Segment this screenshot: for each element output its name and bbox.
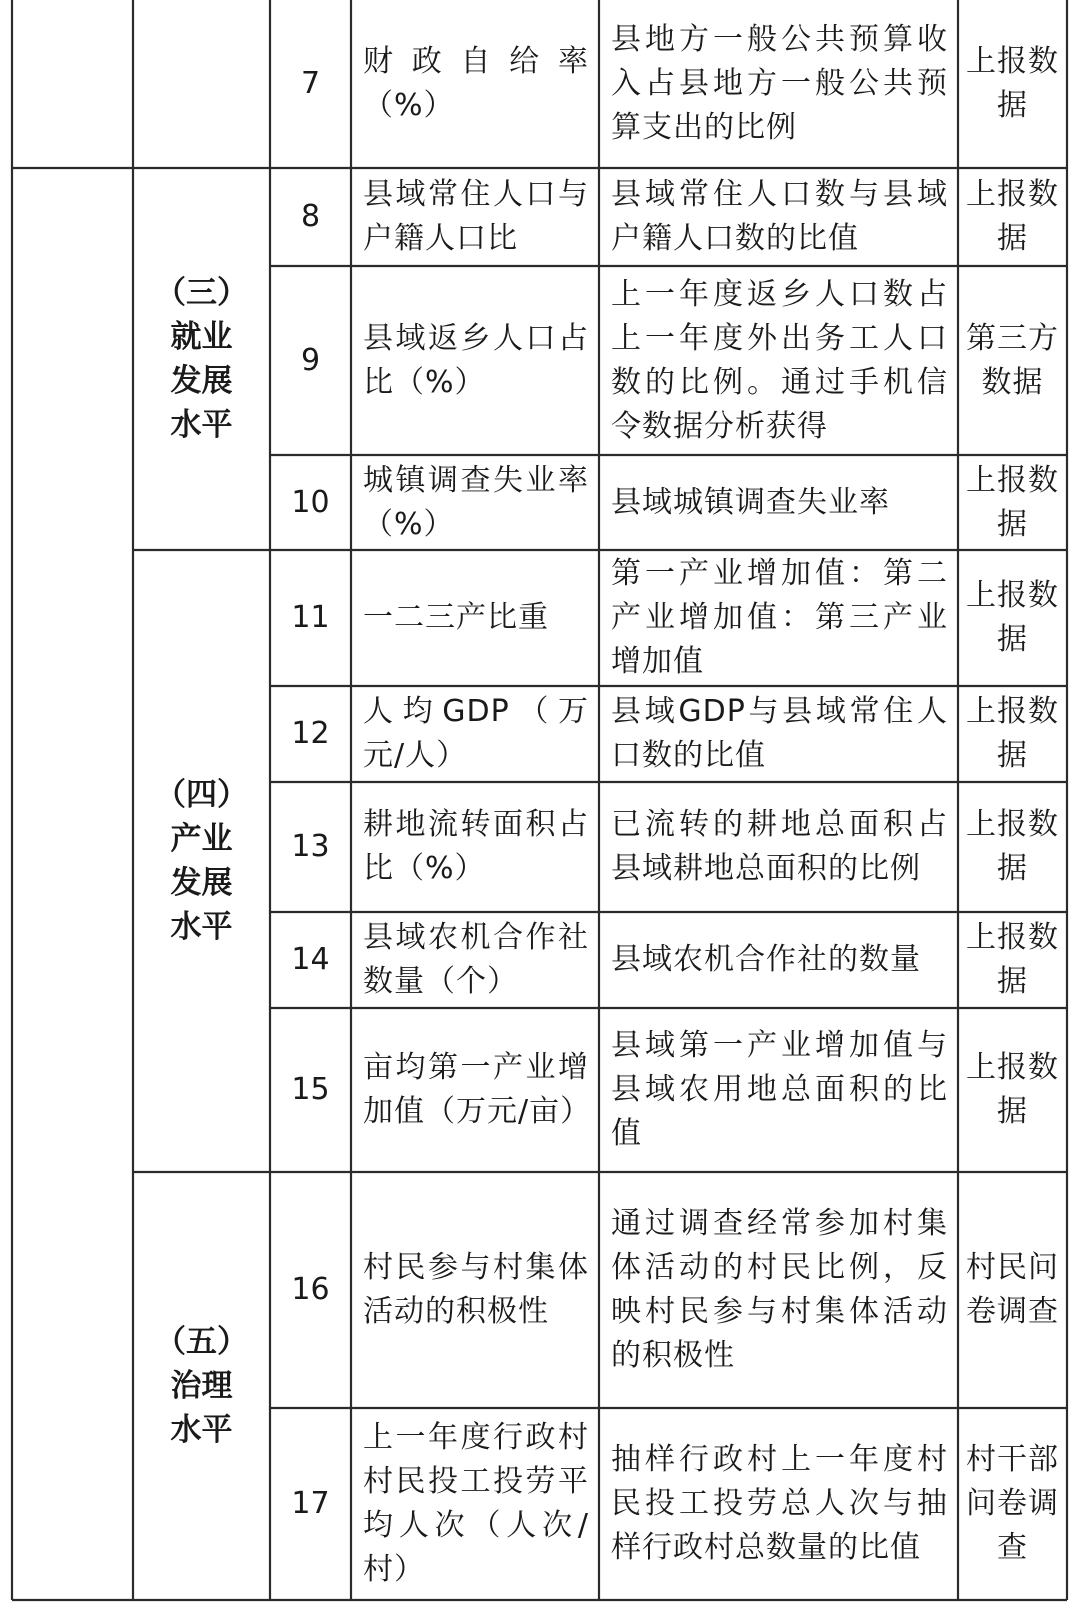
- description-cell: [599, 1408, 958, 1600]
- source-text: 第三方数据: [966, 320, 1059, 400]
- source-cell: [958, 266, 1067, 455]
- category-employment: [133, 168, 270, 550]
- indicator-cell: [351, 1008, 599, 1172]
- source-cell: [958, 686, 1067, 782]
- source-cell: [958, 1172, 1067, 1408]
- source-cell: [958, 168, 1067, 266]
- indicator-text: 村民参与村集体活动的积极性: [363, 1250, 589, 1329]
- description-cell: [599, 168, 958, 266]
- row-number: 15: [291, 1072, 330, 1107]
- indicator-cell: [351, 455, 599, 550]
- row-number: 16: [291, 1272, 330, 1307]
- description-text: 县域GDP与县域常住人口数的比值: [611, 694, 948, 773]
- category-governance: [133, 1172, 270, 1600]
- source-text: 村干部问卷调查: [966, 1442, 1059, 1565]
- row-number: 8: [300, 199, 321, 234]
- source-cell: [958, 455, 1067, 550]
- source-cell: [958, 912, 1067, 1008]
- indicator-cell: [351, 550, 599, 686]
- source-text: 上报数据: [966, 694, 1059, 773]
- description-cell: [599, 912, 958, 1008]
- source-text: 上报数据: [966, 578, 1059, 657]
- description-cell: [599, 1172, 958, 1408]
- indicator-text: 上一年度行政村村民投工投劳平均人次（人次/村）: [363, 1420, 589, 1587]
- indicator-text: 亩均第一产业增加值（万元/亩）: [363, 1050, 592, 1129]
- category-governance-label: （五） 治理 水平: [155, 1324, 248, 1448]
- category-industry-label: （四） 产业 发展 水平: [155, 777, 248, 945]
- source-text: 上报数据: [966, 1050, 1059, 1129]
- row-number: 13: [291, 829, 330, 864]
- description-text: 第一产业增加值：第二产业增加值：第三产业增加值: [611, 556, 948, 679]
- row-number: 12: [291, 716, 330, 751]
- source-text: 上报数据: [966, 920, 1059, 999]
- row-number: 7: [300, 66, 321, 101]
- source-text: 上报数据: [966, 44, 1059, 123]
- indicator-cell: [351, 1172, 599, 1408]
- description-cell: [599, 266, 958, 455]
- source-cell: [958, 1408, 1067, 1600]
- indicator-text: 人均GDP（万元/人）: [363, 694, 589, 773]
- description-cell: [599, 550, 958, 686]
- description-text: 县域城镇调查失业率: [611, 484, 890, 520]
- source-text: 上报数据: [966, 177, 1059, 256]
- indicator-cell: [351, 0, 599, 168]
- description-cell: [599, 782, 958, 912]
- indicator-cell: [351, 912, 599, 1008]
- description-text: 上一年度返乡人口数占上一年度外出务工人口数的比例。通过手机信令数据分析获得: [611, 276, 948, 444]
- description-text: 已流转的耕地总面积占县域耕地总面积的比例: [611, 807, 948, 886]
- source-text: 上报数据: [966, 462, 1059, 542]
- indicator-text: 财政自给率（%）: [363, 44, 589, 123]
- source-cell: [958, 1008, 1067, 1172]
- row-number: 11: [291, 600, 330, 635]
- description-text: 县域常住人口数与县域户籍人口数的比值: [611, 177, 948, 256]
- indicator-text: 县域农机合作社数量（个）: [363, 920, 589, 999]
- indicator-text: 耕地流转面积占比（%）: [363, 807, 589, 886]
- indicator-cell: [351, 1408, 599, 1600]
- indicator-text: 县域返乡人口占比（%）: [363, 320, 589, 400]
- description-cell: [599, 1008, 958, 1172]
- source-cell: [958, 550, 1067, 686]
- description-cell: [599, 455, 958, 550]
- category-industry: [133, 550, 270, 1172]
- indicator-cell: [351, 782, 599, 912]
- indicator-cell: [351, 686, 599, 782]
- row-number: 10: [291, 484, 330, 520]
- description-text: 县地方一般公共预算收入占县地方一般公共预算支出的比例: [611, 22, 948, 145]
- indicator-text: 城镇调查失业率（%）: [363, 462, 589, 542]
- indicator-text: 一二三产比重: [363, 600, 549, 635]
- source-cell: [958, 0, 1067, 168]
- source-text: 村民问卷调查: [966, 1250, 1059, 1329]
- indicator-cell: [351, 266, 599, 455]
- category-employment-label: （三） 就业 发展 水平: [155, 275, 248, 443]
- description-text: 抽样行政村上一年度村民投工投劳总人次与抽样行政村总数量的比值: [611, 1442, 948, 1565]
- source-cell: [958, 782, 1067, 912]
- description-cell: [599, 686, 958, 782]
- description-text: 通过调查经常参加村集体活动的村民比例，反映村民参与村集体活动的积极性: [611, 1206, 948, 1373]
- row-number: 9: [300, 342, 321, 378]
- description-text: 县域第一产业增加值与县域农用地总面积的比值: [611, 1028, 948, 1151]
- description-text: 县域农机合作社的数量: [611, 942, 921, 977]
- row-number: 17: [291, 1486, 330, 1521]
- indicator-cell: [351, 168, 599, 266]
- row-number: 14: [291, 942, 330, 977]
- source-text: 上报数据: [966, 807, 1059, 886]
- indicator-text: 县域常住人口与户籍人口比: [363, 177, 589, 256]
- description-cell: [599, 0, 958, 168]
